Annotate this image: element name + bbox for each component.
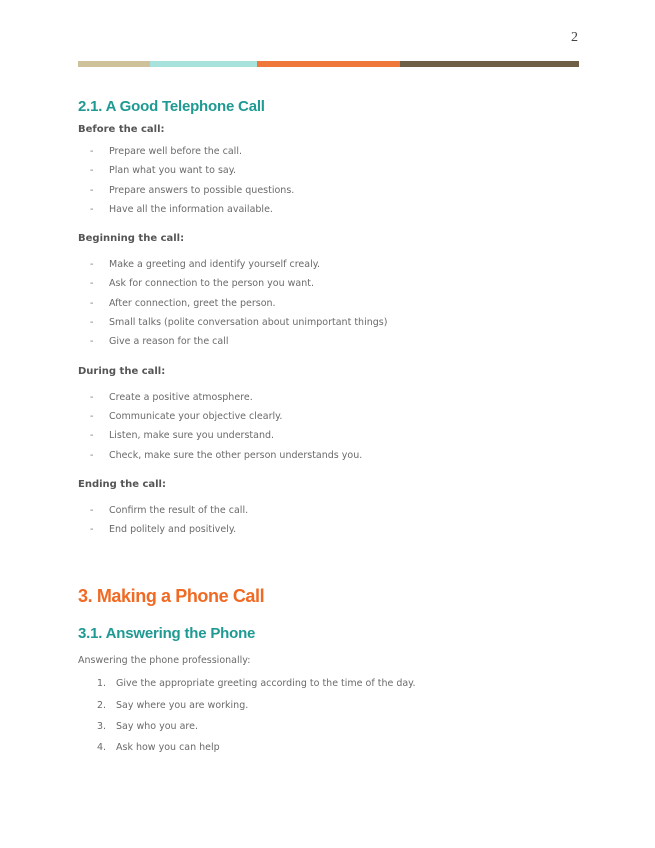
list-item: 1. Give the appropriate greeting according to the time of the day. [97, 678, 416, 690]
section-3-1-heading: 3.1. Answering the Phone [78, 625, 256, 643]
header-color-band [78, 61, 579, 67]
band-segment-aqua [150, 61, 257, 67]
list-item: - End politely and positively. [90, 524, 237, 536]
group-before-call [78, 122, 578, 219]
bullet-list [78, 255, 578, 351]
group-heading: During the call: [78, 365, 166, 377]
list-item: 3. Say who you are. [97, 721, 198, 733]
group-during-call [78, 364, 578, 465]
section-2-1-heading: 2.1. A Good Telephone Call [78, 98, 265, 115]
group-heading: Ending the call: [78, 478, 166, 490]
list-item: - Prepare answers to possible questions. [90, 184, 295, 196]
list-item: - Make a greeting and identify yourself crealy. [90, 259, 321, 271]
group-heading: Beginning the call: [78, 233, 185, 245]
group-heading: Before the call: [78, 124, 165, 135]
page-number: 2 [571, 30, 578, 45]
section-3-heading: 3. Making a Phone Call [78, 586, 265, 607]
list-item: - Check, make sure the other person understands you. [90, 449, 363, 461]
list-item: - Small talks (polite conversation about unimportant things) [90, 317, 388, 329]
group-beginning-call [78, 231, 578, 351]
group-ending-call [78, 477, 578, 540]
bullet-list [78, 501, 578, 540]
band-segment-orange [257, 61, 400, 67]
bullet-list [78, 142, 578, 219]
list-item: - Have all the information available. [90, 203, 273, 215]
bullet-list [78, 388, 578, 465]
document-body [78, 94, 578, 759]
list-item: - Prepare well before the call. [90, 146, 242, 157]
list-item: - Give a reason for the call [90, 336, 229, 348]
list-item: - Plan what you want to say. [90, 165, 237, 177]
list-item: - After connection, greet the person. [90, 297, 276, 309]
list-item: - Listen, make sure you understand. [90, 430, 275, 442]
intro-paragraph: Answering the phone professionally: [78, 655, 251, 667]
band-segment-brown [400, 61, 579, 67]
list-item: 2. Say where you are working. [97, 699, 249, 711]
list-item: - Confirm the result of the call. [90, 504, 249, 516]
list-item: 4. Ask how you can help [97, 742, 220, 754]
list-item: - Communicate your objective clearly. [90, 410, 283, 422]
numbered-list [78, 673, 578, 758]
band-segment-tan [78, 61, 150, 67]
list-item: - Ask for connection to the person you want. [90, 278, 314, 290]
list-item: - Create a positive atmosphere. [90, 391, 253, 403]
